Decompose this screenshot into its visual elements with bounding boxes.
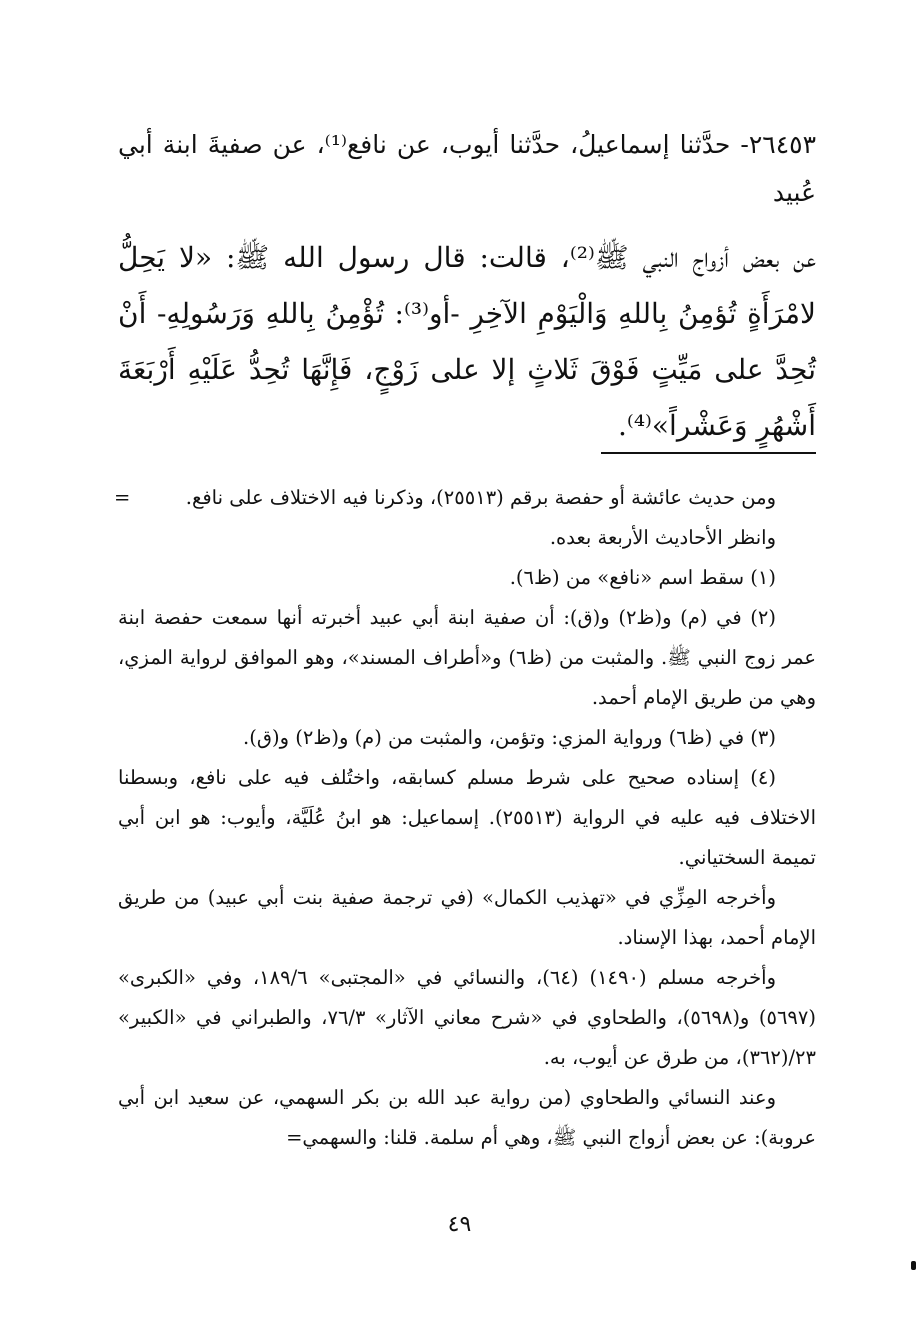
footnote-4-paragraph-3: وأخرجه مسلم (١٤٩٠) (٦٤)، والنسائي في «المجتبى» ١٨٩/٦، وفي «الكبرى» (٥٦٩٧) و(٥٦٩٨)، والطحاوي في «شرح معاني الآثار» ٧٦/٣، والطبراني في «الكبير» ٢٣/(٣٦٢)، من طرق عن أيوب، به. [118, 966, 816, 1069]
footnote-see-also: وانظر الأحاديث الأربعة بعده. [549, 526, 776, 549]
scan-mark [911, 1261, 916, 1270]
footnote-4-paragraph-2: وأخرجه المِزِّي في «تهذيب الكمال» (في ترجمة صفية بنت أبي عبيد) من طريق الإمام أحمد، بهذا الإسناد. [118, 886, 816, 949]
hadith-intro: ٢٦٤٥٣- حدَّثنا إسماعيلُ، حدَّثنا أيوب، عن نافع⁽¹⁾، عن صفيةَ ابنة أبي عُبيد [118, 130, 816, 207]
footnote-continuation [114, 478, 816, 518]
footnotes [114, 478, 816, 1158]
continuation-marker: = [114, 486, 131, 509]
page-number: ٤٩ [447, 1212, 472, 1237]
hadith-text: عن بعض أزواج النبي ﷺ⁽²⁾، قالت: قال رسول الله ﷺ: «لا يَحِلُّ لامْرَأَةٍ تُؤمِنُ بِاللهِ وَالْيَوْمِ الآخِرِ -أو⁽³⁾: تُؤْمِنُ بِاللهِ وَرَسُولِهِ- أَنْ تُحِدَّ على مَيِّتٍ فَوْقَ ثَلاثٍ إلا على زَوْجٍ، فَإِنَّهَا تُحِدُّ عَلَيْهِ أَرْبَعَةَ أَشْهُرٍ وَعَشْراً»⁽⁴⁾. [118, 241, 816, 442]
footnote-4: (٤) إسناده صحيح على شرط مسلم كسابقه، واختُلف فيه على نافع، وبسطنا الاختلاف فيه عليه في الرواية (٢٥٥١٣). إسماعيل: هو ابنُ عُلَيَّة، وأيوب: هو ابن أبي تميمة السختياني. [118, 766, 816, 869]
footnote-4-paragraph-4: وعند النسائي والطحاوي (من رواية عبد الله بن بكر السهمي، عن سعيد ابن أبي عروبة): عن بعض أزواج النبي ﷺ، وهي أم سلمة. قلنا: والسهمي= [118, 1086, 816, 1149]
footnote-2: (٢) في (م) و(ظ٢) و(ق): أن صفية ابنة أبي عبيد أخبرته أنها سمعت حفصة ابنة عمر زوج النبي ﷺ. والمثبت من (ظ٦) و«أطراف المسند»، وهو الموافق لرواية المزي، وهي من طريق الإمام أحمد. [118, 606, 816, 709]
footnote-3: (٣) في (ظ٦) ورواية المزي: وتؤمن، والمثبت من (م) و(ظ٢) و(ق). [243, 726, 776, 749]
footnote-separator [601, 452, 816, 454]
footnote-continuation-text: ومن حديث عائشة أو حفصة برقم (٢٥٥١٣)، وذكرنا فيه الاختلاف على نافع. [185, 486, 776, 509]
footnote-1: (١) سقط اسم «نافع» من (ظ٦). [509, 566, 776, 589]
